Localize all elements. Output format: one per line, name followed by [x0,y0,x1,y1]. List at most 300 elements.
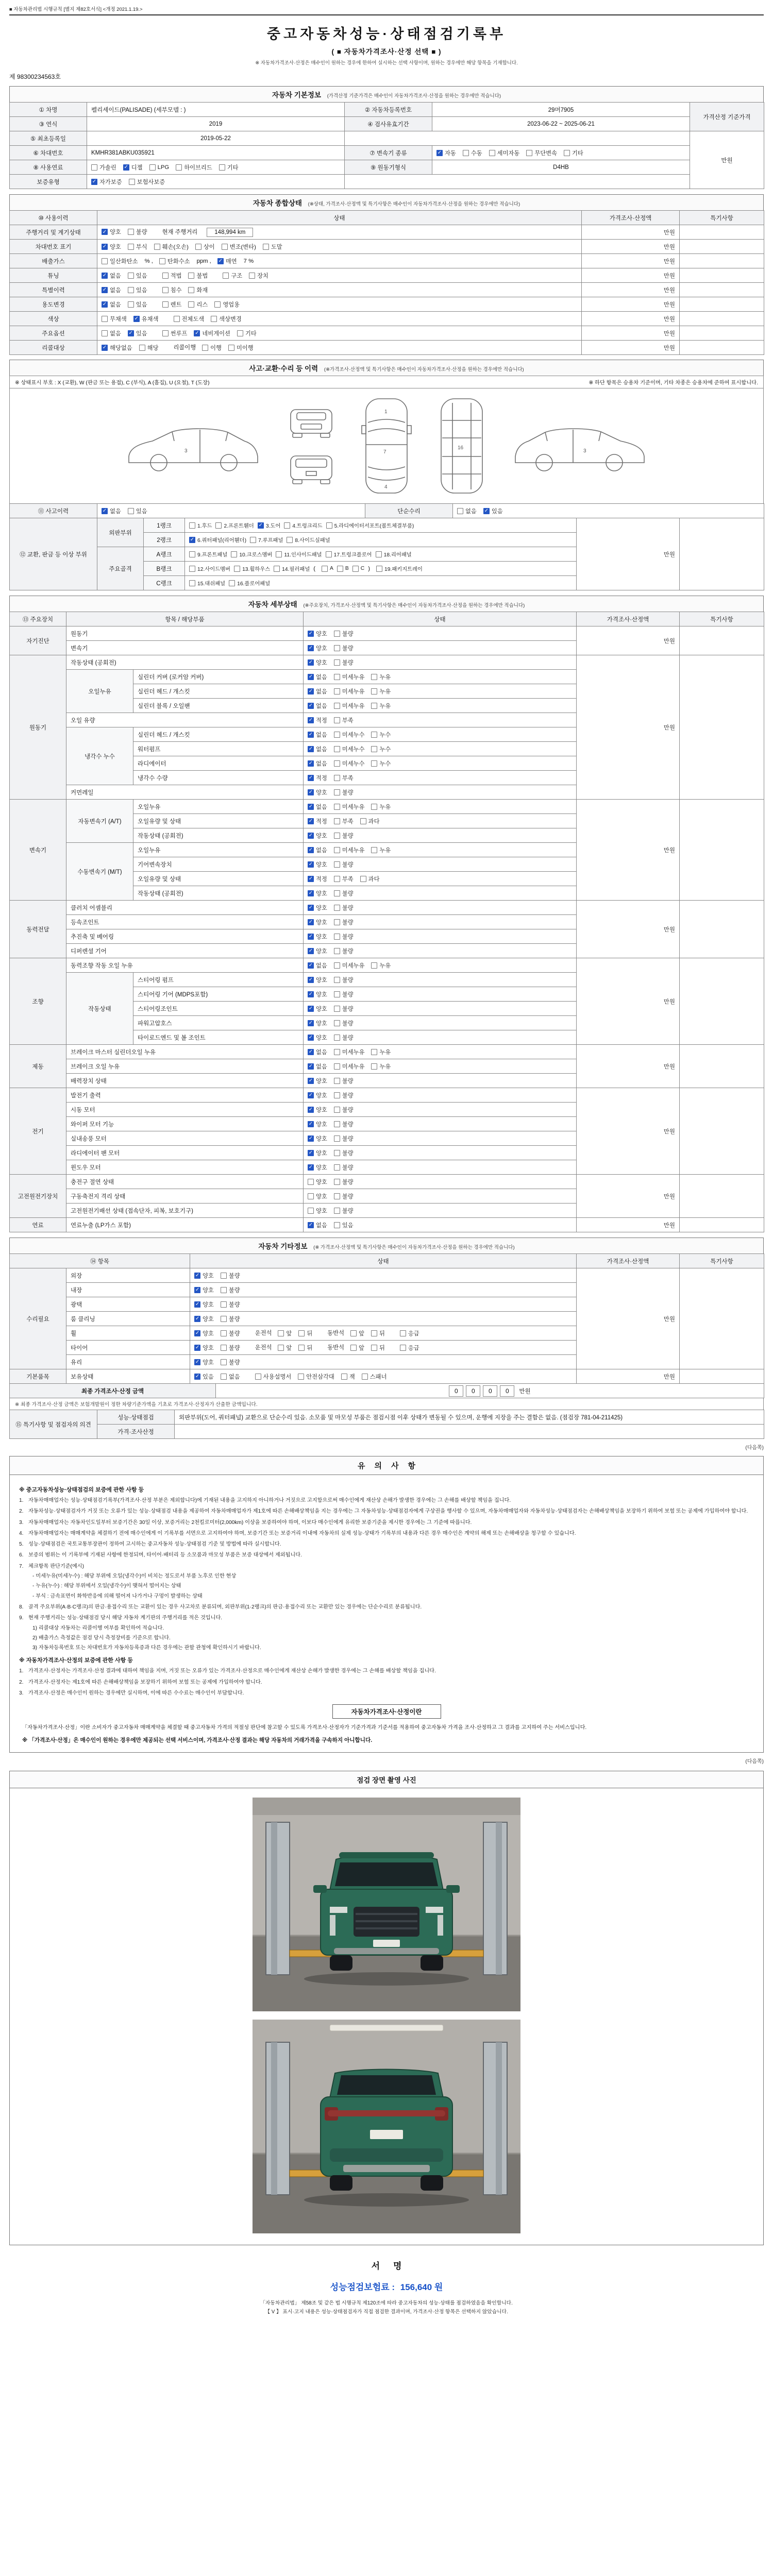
unchecked-box-icon [334,1179,340,1185]
checkbox-앞 [278,1344,292,1352]
value-cell [304,641,577,655]
checkbox-누유 [371,846,391,854]
checkbox-전체도색 [174,315,205,323]
appraisal-definition-title: 자동차가격조사·산정이란 [332,1704,441,1719]
unchecked-box-icon [278,1345,284,1351]
unchecked-box-icon [360,876,366,882]
unchecked-box-icon [231,551,237,557]
amount-digit-box: 0 [466,1385,480,1397]
header-cell: 원동기 [10,655,66,800]
header-cell: 주요옵션 [10,326,97,341]
document-title: 중고자동차성능·상태점검기록부 [266,26,507,42]
unchecked-box-icon [334,760,340,767]
header-cell: 동력전달 [10,901,66,958]
checked-box-icon: ✓ [308,833,313,838]
notice-text: 자동차매매업자는 성능·상태점검기록부(가격조사·산정 부분은 제외합니다)에 기재된 내용을 고지하지 아니하거나 거짓으로 고지함으로써 매수인에게 재산상 손해가 발생한 경우에는 그 손해를 배상할 책임을 집니다. [28,1498,511,1503]
checkbox-label: 13.휠하우스 [242,567,271,572]
value-cell [185,533,577,547]
checkbox-과다 [360,817,380,825]
svg-text:4: 4 [384,484,388,490]
checkbox-label: 부족 [342,876,354,883]
subheader-cell: 자동변속기 (A/T) [66,800,133,843]
signature-legal-line-2: 【 V 】 표시·고지 내용은 성능·상태점검자가 직접 점검한 결과이며, 가격조사·산정 항목은 선택하지 않았습니다. [265,2309,508,2315]
checkbox-양호 [102,228,121,236]
unchecked-box-icon [128,301,134,308]
value-cell [304,655,577,670]
value-cell: 오일누유 [133,800,304,814]
value-cell: 원동기 [66,626,304,641]
value-inspection-period: 2023-06-22 ~ 2025-06-21 [432,117,690,131]
checkbox-label: 디젤 [131,164,143,171]
checkbox-과다 [360,875,380,883]
value-cell: 오일유량 및 상태 [133,814,304,828]
value-cell: 스티어링 기어 (MDPS포함) [133,987,304,1002]
checkbox-label: 없음 [110,508,121,515]
label-final-price: 최종 가격조사·산정 금액 [10,1384,216,1398]
value-cell [680,626,764,655]
header-cell: 가격조사·산정액 [577,612,680,626]
checkbox-14.필러패널 [274,565,310,572]
value-cell [680,901,764,958]
checked-box-icon: ✓ [308,732,313,737]
checkbox-label: 미세누수 [342,732,365,738]
checkbox-label: 7.루프패널 [258,538,283,544]
unchecked-box-icon [221,1273,227,1279]
notice-number: 2. [19,1679,24,1685]
checkbox-label: 불량 [342,934,354,940]
price-cell: 만원 [582,283,680,297]
checkbox-label: 없음 [110,301,121,308]
checkbox-유채색 [133,315,159,323]
checkbox-label: 불량 [342,1006,354,1012]
value-cell: 휠 [66,1326,190,1341]
label-inspection-period: ④ 검사유효기간 [345,117,432,131]
checkbox-불량 [221,1315,240,1323]
header-cell: 주행거리 및 계기상태 [10,225,97,240]
checkbox-없음 [102,507,121,515]
section-title-detail [9,596,764,612]
value-cell [304,1131,577,1146]
notice-subitem: - 누유(누수) : 해당 부위에서 오일(냉각수)이 맺혀서 떨어지는 상태 [32,1583,181,1589]
checkbox-불량 [334,990,354,998]
notices-box [9,1456,764,1753]
checkbox-1.후드 [189,521,212,529]
inspection-photo-rear [253,2020,520,2233]
inspector-opinion-table-mount [9,1410,764,1439]
checkbox-적정 [308,716,327,724]
checkbox-양호 [194,1272,214,1280]
unchecked-box-icon [526,150,532,156]
value-cell [304,987,577,1002]
checkbox-label: 양호 [316,659,327,666]
value-cell: 실린더 블록 / 오일팬 [133,699,304,713]
unchecked-box-icon [308,1193,314,1199]
checkbox-label: 뒤 [307,1345,313,1351]
unchecked-box-icon [162,330,169,336]
label-first-registration: ⑤ 최초등록일 [10,131,87,146]
unchecked-box-icon [334,1078,340,1084]
value-cell: 고전원전기배선 상태 (접속단자, 피복, 보호기구) [66,1204,304,1218]
inspection-photo-front [253,1798,520,2011]
checkbox-없음 [308,1221,327,1229]
final-price-table-mount [9,1383,764,1398]
checkbox-label: 4.트렁크리드 [292,523,323,529]
checkbox-응급 [400,1329,419,1337]
checkbox-누수 [371,759,391,768]
unchecked-box-icon [376,551,382,557]
checkbox-label: 해당없음 [110,345,132,351]
checkbox-label: 양호 [316,919,327,926]
notice-number: 6. [19,1552,24,1558]
checkbox-label: 양호 [316,861,327,868]
notices-section2-title: ※ 자동차가격조사·산정의 보증에 관한 사항 등 [19,1657,133,1664]
checkbox-불량 [334,788,354,796]
label-model-year: ③ 연식 [10,117,87,131]
checkbox-label: 불량 [342,861,354,868]
checkbox-label: 없음 [110,273,121,279]
checkbox-label: 없음 [316,962,327,969]
checkbox-양호 [308,1207,327,1215]
checked-box-icon: ✓ [195,1316,200,1321]
section-title-text: 자동차 기타정보 [258,1243,308,1250]
header-cell: 특기사항 [680,211,764,225]
value-cell [680,1218,764,1232]
checkbox-label: 상이 [203,244,215,250]
checkbox-불량 [334,860,354,869]
checkbox-불량 [334,976,354,984]
value-appraisal-opinion [175,1425,764,1439]
unchecked-box-icon [263,244,269,250]
unchecked-box-icon [174,316,180,322]
checkbox-자가보증 [91,178,122,186]
checkbox-label: 사용설명서 [263,1374,292,1380]
value-cell [190,1297,577,1312]
notice-number: 2. [19,1509,24,1515]
unchecked-box-icon [162,273,169,279]
price-cell: 만원 [582,225,680,240]
checkbox-label: 불량 [342,1179,354,1185]
checkbox-불량 [334,644,354,652]
label-simple-repair: 단순수리 [365,504,453,518]
unchecked-box-icon [221,1316,227,1322]
checkbox-label: 없음 [316,1063,327,1070]
value-cell [680,1088,764,1175]
checkbox-불량 [334,1178,354,1186]
checkbox-뒤 [371,1329,385,1337]
value-cell [185,576,577,590]
checked-box-icon: ✓ [308,876,313,882]
checked-box-icon: ✓ [195,1273,200,1278]
value-cell: 클러치 어셈블리 [66,901,304,915]
checkbox-양호 [308,1077,327,1085]
unchecked-box-icon [214,301,221,308]
value-cell [304,915,577,929]
checkbox-화재 [188,286,208,294]
checked-box-icon: ✓ [308,1049,313,1055]
notice-number: 3. [19,1690,24,1697]
car-top-view-diagram [361,396,412,496]
value-cell [304,626,577,641]
checkbox-미세누유 [334,1062,365,1071]
checkbox-있음 [128,329,147,337]
checked-box-icon: ✓ [308,1020,313,1026]
checkbox-label: 미세누유 [342,688,365,695]
checkbox-label: 양호 [203,1330,214,1337]
checked-box-icon: ✓ [128,330,133,336]
value-cell [680,341,764,355]
checkbox-label: A [330,566,333,571]
inspection-photos-box [9,1771,764,2245]
svg-text:16: 16 [458,445,464,451]
checkbox-label: 뒤 [307,1330,313,1337]
amount-digit-box: 0 [500,1385,514,1397]
checkbox-불법 [188,272,208,280]
value-cell: 오일유량 및 상태 [133,872,304,886]
checkbox-불량 [221,1286,240,1294]
unchecked-box-icon [149,164,156,171]
checkbox-양호 [308,788,327,796]
checkbox-누유 [371,803,391,811]
unchecked-box-icon [128,287,134,293]
checkbox-있음 [194,1372,214,1381]
checkbox-A [322,566,333,572]
document-note: ※ 자동차가격조사·산정은 매수인이 원하는 경우에 한하여 실시하는 선택 사항이며, 원하는 경우에만 해당 항목을 기재합니다. [255,60,518,66]
notice-text: 성능·상태점검은 국토교통부장관이 정하여 고시하는 중고자동차 성능·상태점검 기준 및 방법에 따라 실시합니다. [28,1541,281,1548]
label-vehicle-name: ① 차명 [10,103,87,117]
inline-text: 리콜이행 [173,345,196,351]
checkbox-없음 [308,731,327,739]
value-final-price [216,1384,764,1398]
value-cell [304,785,577,800]
notice-subitem: 1) 리콜대상 자동차는 리콜이행 여부를 확인하여 적습니다. [32,1625,164,1631]
checkbox-불량 [334,1091,354,1099]
checkbox-15.대쉬패널 [189,579,225,587]
value-cell [680,800,764,901]
value-cell [304,857,577,872]
value-cell [304,771,577,785]
header-cell: 튜닝 [10,268,97,283]
checkbox-label: 양호 [316,934,327,940]
value-cell [190,1341,577,1355]
checked-box-icon: ✓ [308,645,313,651]
notice-item [19,1563,754,1570]
checkbox-label: 자동 [445,150,456,157]
svg-text:1: 1 [384,409,388,415]
checkbox-적정 [308,817,327,825]
checkbox-뒤 [371,1344,385,1352]
checkbox-없음 [102,329,121,337]
header-cell: 가격·조사산정 [97,1425,175,1439]
header-cell: ⑩ 사용이력 [10,211,97,225]
checkbox-양호 [308,933,327,941]
value-cell [680,1175,764,1218]
checkbox-label: 스패너 [369,1374,387,1380]
unchecked-box-icon [102,330,108,336]
unchecked-box-icon [284,522,290,529]
checked-box-icon: ✓ [308,674,313,680]
value-cell [190,1326,577,1341]
value-cell: 스티어링 펌프 [133,973,304,987]
value-cell [680,1268,764,1369]
checkbox-label: 미세누수 [342,746,365,753]
checkbox-label: 불량 [342,905,354,911]
checkbox-label: 양호 [316,1107,327,1113]
checkbox-label: 양호 [316,1193,327,1200]
notices-title: 유의사항 [10,1456,763,1475]
unchecked-box-icon [334,804,340,810]
etc-info-table-mount [9,1253,764,1384]
checkbox-미세누유 [334,846,365,854]
label-engine-type: ⑨ 원동기형식 [345,160,432,175]
damage-diagram-area [9,388,764,504]
checkbox-label: 가솔린 [99,164,116,171]
header-cell: 외판부위 [97,518,144,547]
page-marker: (다음쪽) [745,1759,764,1765]
checked-box-icon: ✓ [308,1164,313,1170]
checkbox-label: 미세누유 [342,962,365,969]
unchecked-box-icon [352,566,359,572]
checkbox-label: 10.크로스멤버 [239,552,273,558]
unchecked-box-icon [189,522,195,529]
notice-item [19,1689,754,1697]
etc-table [9,1253,764,1384]
unchecked-box-icon [371,760,377,767]
notice-text: 보증의 범위는 이 기록부에 기재된 사항에 한정되며, 타이어·배터리 등 소모품과 마모성 부품은 보증 대상에서 제외됩니다. [28,1552,302,1558]
checkbox-label: B [345,566,349,571]
value-cell: 브레이크 오일 누유 [66,1059,304,1074]
overall-table [9,210,764,355]
value-cell: 스티어링조인트 [133,1002,304,1016]
price-cell: 만원 [577,1218,680,1232]
price-cell: 만원 [582,254,680,268]
checkbox-디젤 [123,163,143,172]
section-title-accident [9,360,764,376]
value-cell: 실린더 헤드 / 개스킷 [133,727,304,742]
unchecked-box-icon [188,287,194,293]
section-title-basic-info [9,86,764,103]
checkbox-누수 [371,745,391,753]
checkbox-label: 수동 [470,150,482,157]
value-cell [304,713,577,727]
notice-subitem: - 미세누유(미세누수) : 해당 부위에 오일(냉각수)이 비치는 정도로서 부품 노후로 인한 현상 [32,1573,237,1580]
unchecked-box-icon [334,919,340,925]
checked-box-icon: ✓ [102,273,107,278]
checkbox-미세누유 [334,803,365,811]
checkbox-양호 [308,947,327,955]
checkbox-미세누유 [334,673,365,681]
unchecked-box-icon [337,566,343,572]
unchecked-box-icon [334,847,340,853]
value-cell [304,742,577,756]
checked-box-icon: ✓ [484,508,489,514]
value-cell: 윈도우 모터 [66,1160,304,1175]
checkbox-불량 [334,1120,354,1128]
checkbox-label: 불량 [342,1193,354,1200]
checked-box-icon: ✓ [437,150,442,156]
checkbox-label: 없음 [316,674,327,681]
value-cell: 광택 [66,1297,190,1312]
value-cell: 발전기 출력 [66,1088,304,1103]
notice-number: 3. [19,1519,24,1526]
checkbox-label: 양호 [316,1006,327,1012]
inline-text: 동반석 [327,1330,345,1337]
checkbox-label: 보험사보증 [137,179,165,185]
value-cell [680,283,764,297]
checkbox-label: 미세누유 [342,1049,365,1056]
section-accident-history [9,360,764,590]
unchecked-box-icon [278,1330,284,1336]
checkbox-불량 [334,1106,354,1114]
law-reference: ■ 자동차관리법 시행규칙 [별지 제82호서식] <개정 2021.1.19.> [9,4,764,15]
unchecked-box-icon [139,345,145,351]
notice-item [19,1603,754,1611]
checkbox-label: 도말 [271,244,282,250]
unchecked-box-icon [334,1035,340,1041]
checkbox-label: 17.트렁크플로어 [333,552,372,558]
notice-number: 9. [19,1615,24,1621]
checkbox-label: 양호 [316,631,327,637]
checkbox-불량 [221,1272,240,1280]
checkbox-8.사이드실패널 [287,536,330,544]
checkbox-해당 [139,344,159,352]
checkbox-11.인사이드패널 [276,550,322,558]
value-cell [185,562,577,576]
value-cell: 커먼레일 [66,785,304,800]
value-cell: 실린더 커버 (로커암 커버) [133,670,304,684]
value-cell [304,958,577,973]
unchecked-box-icon [334,991,340,997]
checkbox-불량 [334,658,354,667]
checkbox-불량 [334,1134,354,1143]
checkbox-label: 앞 [286,1345,292,1351]
checked-box-icon: ✓ [308,703,313,708]
value-cell [304,670,577,684]
checkbox-label: 불량 [228,1359,240,1366]
price-cell: 만원 [577,1045,680,1088]
checkbox-불량 [334,1033,354,1042]
checked-box-icon: ✓ [308,962,313,968]
checkbox-label: 뒤 [379,1330,385,1337]
checkbox-label: 누유 [379,1063,391,1070]
unchecked-box-icon [371,1330,377,1336]
value-cell [345,175,690,189]
notices-section1-items [19,1497,754,1652]
value-cell [304,973,577,987]
unchecked-box-icon [371,1049,377,1055]
value-cell [304,756,577,771]
unchecked-box-icon [91,164,97,171]
section-title-note: (가격산정 기준가격은 매수인이 자동차가격조사·산정을 원하는 경우에만 적습니다) [327,93,501,99]
unchecked-box-icon [371,732,377,738]
inline-text: 운전석 [255,1345,272,1351]
checked-box-icon: ✓ [308,1107,313,1112]
checkbox-없음 [308,759,327,768]
checkbox-무채색 [102,315,127,323]
checkbox-있음 [128,300,147,309]
checkbox-없음 [308,961,327,970]
checkbox-label: 불량 [342,919,354,926]
unchecked-box-icon [211,316,217,322]
checkbox-label: 있음 [136,287,147,294]
checkbox-없음 [308,745,327,753]
checkbox-label: 14.필러패널 [282,567,310,572]
checkbox-도말 [263,243,282,251]
checkbox-label: 양호 [316,890,327,897]
checkbox-불량 [334,1077,354,1085]
value-cell [97,326,582,341]
value-cell [190,1312,577,1326]
checkbox-양호 [102,243,121,251]
